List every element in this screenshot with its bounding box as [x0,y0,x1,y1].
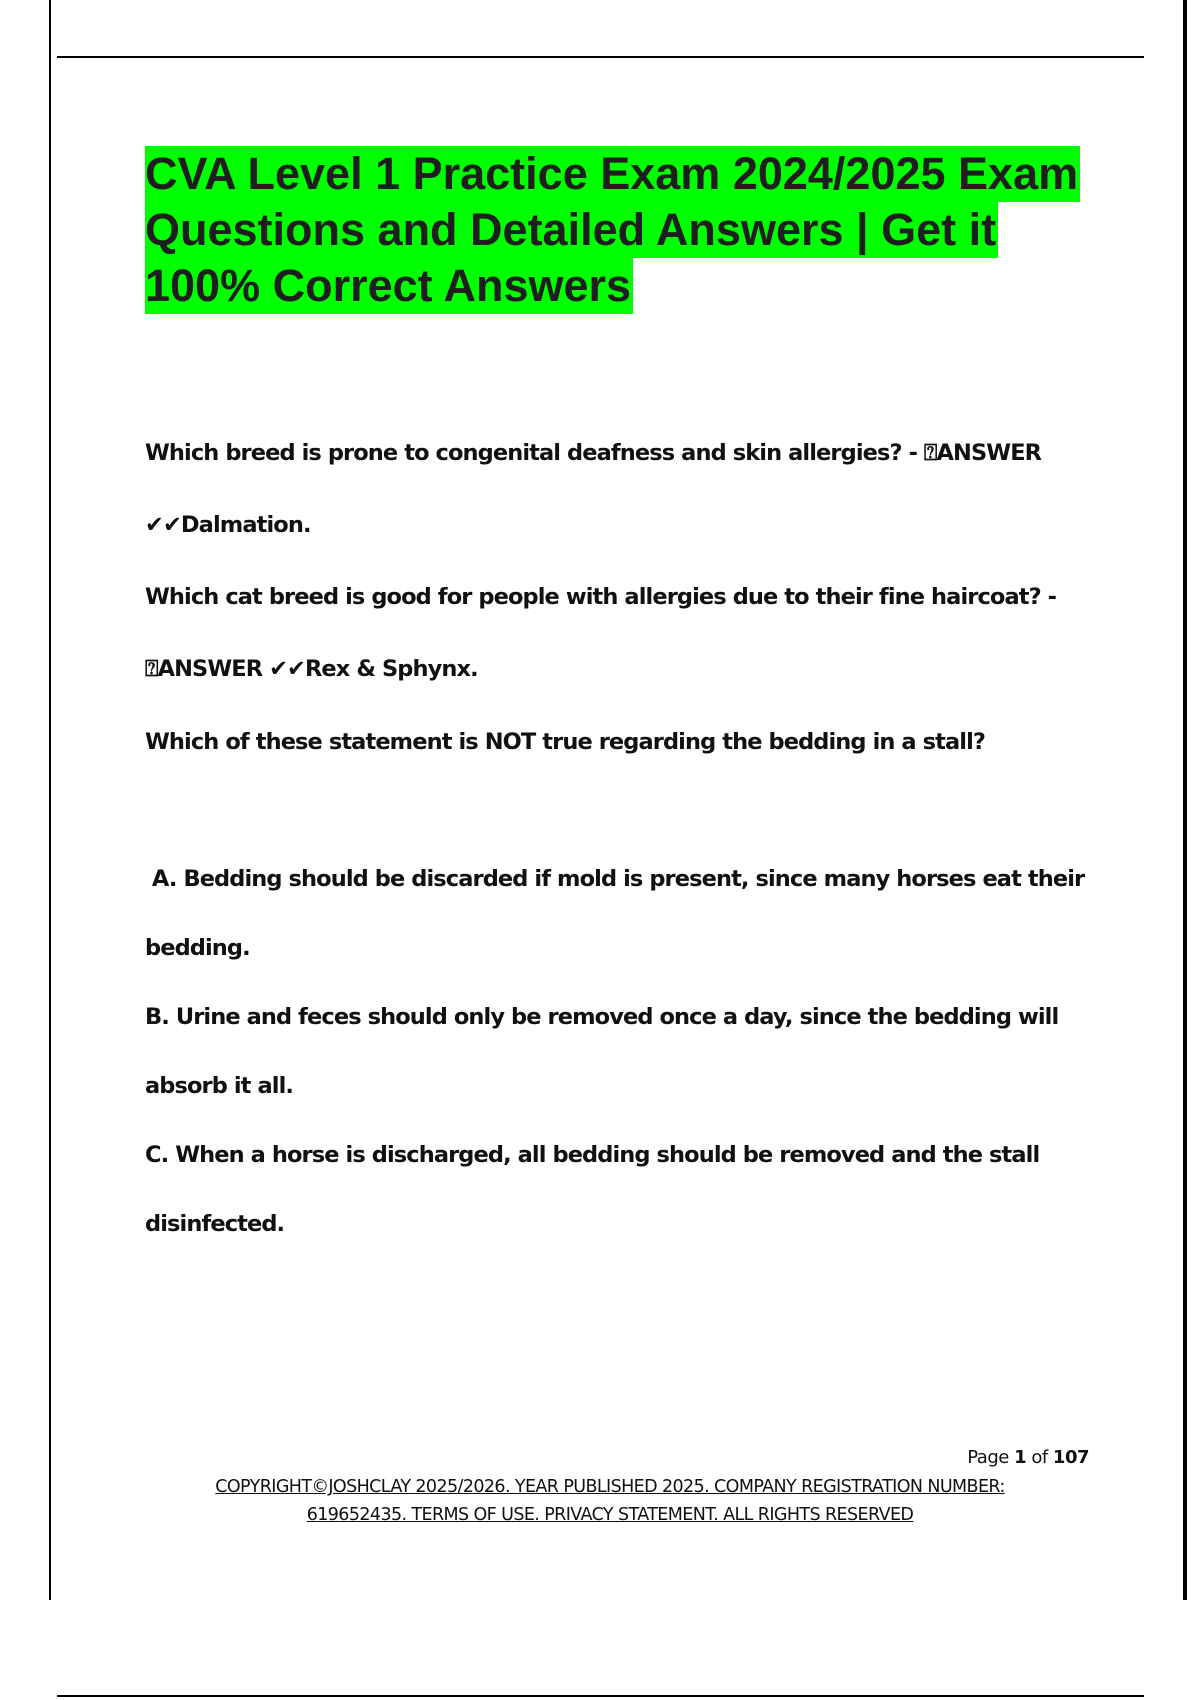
question-3-stem: Which of these statement is NOT true regarding the bedding in a stall? [145,729,986,755]
option-b-line-2: absorb it all. [145,1073,294,1099]
page-label: Page [967,1447,1009,1468]
bottom-rule [57,1695,1144,1697]
option-a-line-1: A. Bedding should be discarded if mold is present, since many horses eat their [145,866,1085,892]
question-1-line-1: Which breed is prone to congenital deafness and skin allergies? - ⍰ANSWER [145,440,1042,466]
question-2-answer: ⍰ANSWER ✔✔Rex & Sphynx. [145,656,478,682]
option-c-line-1: C. When a horse is discharged, all bedding should be removed and the stall [145,1142,1040,1168]
copyright-line-2: 619652435. TERMS OF USE. PRIVACY STATEMENT. ALL RIGHTS RESERVED [306,1505,914,1525]
page-current: 1 [1014,1447,1027,1468]
option-b-line-1: B. Urine and feces should only be removed once a day, since the bedding will [145,1004,1059,1030]
page-of: of [1031,1447,1048,1468]
page-border-left [49,0,51,1600]
document-title [145,146,1105,314]
option-c-line-2: disinfected. [145,1211,285,1237]
page-total: 107 [1052,1447,1089,1468]
header-rule [57,56,1144,58]
question-1-answer: ✔✔Dalmation. [145,512,311,538]
copyright-line-1: COPYRIGHT©JOSHCLAY 2025/2026. YEAR PUBLISHED 2025. COMPANY REGISTRATION NUMBER: [215,1477,1005,1497]
copyright-notice [130,1473,1090,1529]
page-number [900,1447,1089,1468]
document-title-text: CVA Level 1 Practice Exam 2024/2025 Exam Questions and Detailed Answers | Get it 100% Correct Answers [145,146,1080,314]
question-2-line-1: Which cat breed is good for people with allergies due to their fine haircoat? - [145,584,1057,610]
page-border-right [1183,0,1187,1600]
option-a-line-2: bedding. [145,935,250,961]
